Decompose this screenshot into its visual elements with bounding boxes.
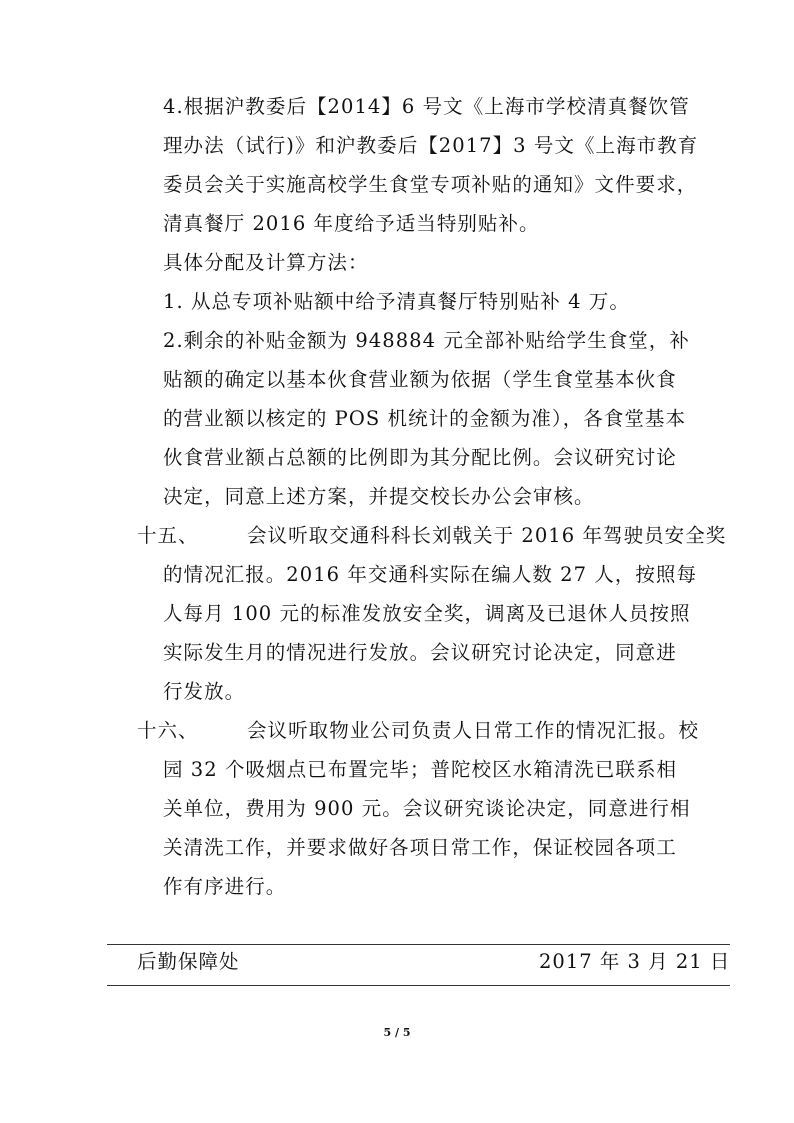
item-line: 园 32 个吸烟点已布置完毕；普陀校区水箱清洗已联系相 [163, 758, 678, 781]
item-line: 行发放。 [163, 680, 246, 703]
paragraph-line: 的营业额以核定的 POS 机统计的金额为准），各食堂基本 [163, 407, 687, 430]
item-line: 实际发生月的情况进行发放。会议研究讨论决定，同意进 [163, 641, 677, 664]
footer-date: 2017 年 3 月 21 日 [539, 950, 731, 973]
footer-bottom-rule [107, 985, 730, 986]
paragraph-line: 决定，同意上述方案，并提交校长办公会审核。 [163, 485, 595, 508]
footer-department: 后勤保障处 [137, 950, 240, 973]
item-line: 会议听取物业公司负责人日常工作的情况汇报。校 [247, 719, 700, 742]
paragraph-line: 具体分配及计算方法： [163, 251, 369, 274]
item-line: 关单位，费用为 900 元。会议研究谈论决定，同意进行相 [163, 797, 691, 820]
item-line: 关清洗工作，并要求做好各项日常工作，保证校园各项工 [163, 836, 677, 859]
item-line: 作有序进行。 [163, 875, 287, 898]
page-number: 5 / 5 [383, 1026, 411, 1039]
paragraph-line: 贴额的确定以基本伙食营业额为依据（学生食堂基本伙食 [163, 368, 677, 391]
paragraph-line: 2.剩余的补贴金额为 948884 元全部补贴给学生食堂，补 [163, 329, 690, 352]
paragraph-line: 1. 从总专项补贴额中给予清真餐厅特别贴补 4 万。 [163, 290, 630, 313]
paragraph-line: 伙食营业额占总额的比例即为其分配比例。会议研究讨论 [163, 446, 677, 469]
paragraph-line: 清真餐厅 2016 年度给予适当特别贴补。 [163, 212, 540, 235]
item-line: 的情况汇报。2016 年交通科实际在编人数 27 人，按照每 [163, 563, 698, 586]
item-number: 十五、 [137, 524, 199, 547]
item-number: 十六、 [137, 719, 199, 742]
paragraph-line: 理办法（试行)》和沪教委后【2017】3 号文《上海市教育 [163, 134, 699, 157]
footer-top-rule [107, 944, 730, 945]
paragraph-line: 4.根据沪教委后【2014】6 号文《上海市学校清真餐饮管 [163, 95, 690, 118]
item-line: 人每月 100 元的标准发放安全奖，调离及已退休人员按照 [163, 602, 691, 625]
item-line: 会议听取交通科科长刘戟关于 2016 年驾驶员安全奖 [247, 524, 727, 547]
paragraph-line: 委员会关于实施高校学生食堂专项补贴的通知》文件要求， [163, 173, 698, 196]
